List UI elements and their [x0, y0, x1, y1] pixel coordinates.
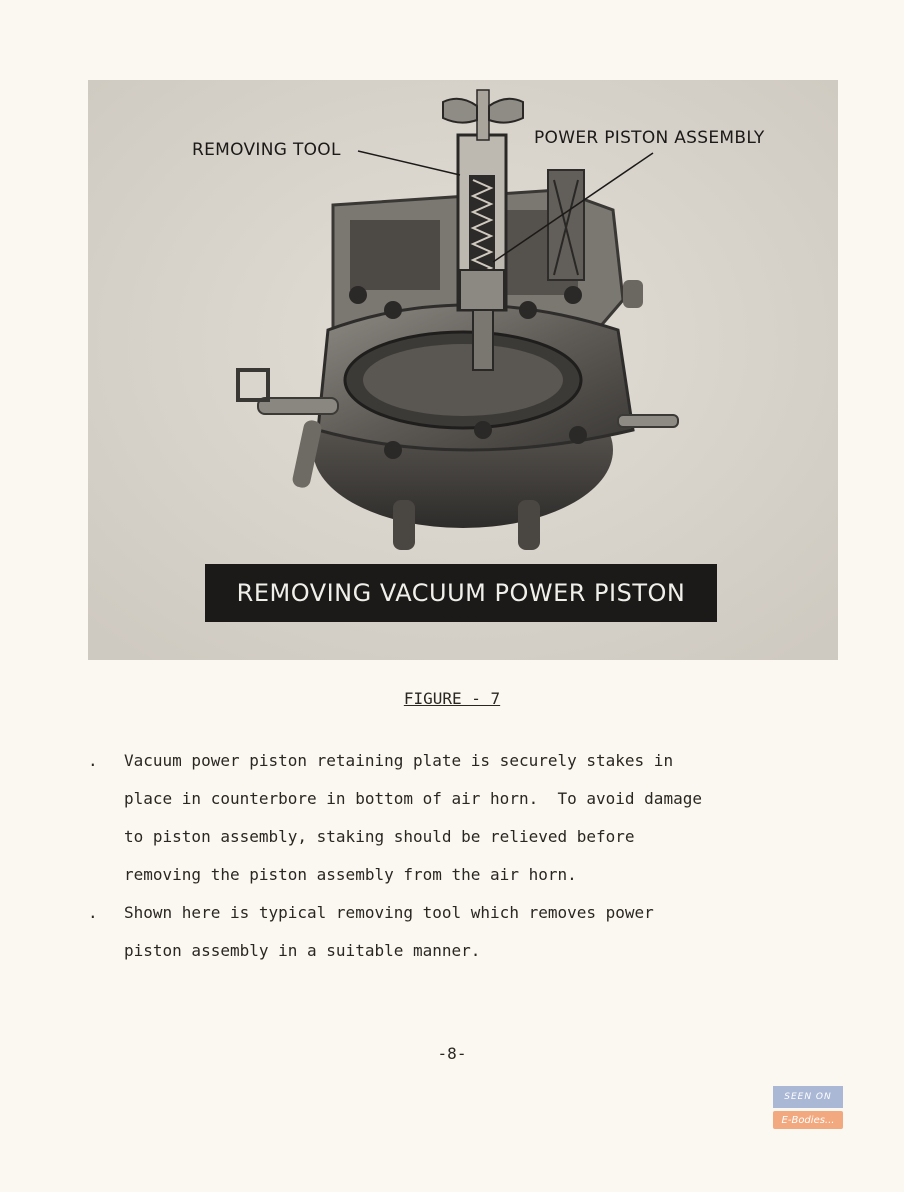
paragraph-2 — [88, 894, 848, 970]
text-line: to piston assembly, staking should be relieved before — [124, 827, 635, 846]
body-text — [88, 742, 848, 970]
page-number: -8- — [437, 1044, 467, 1063]
badge-top-text: SEEN ON — [773, 1086, 843, 1108]
bullet: . — [88, 751, 98, 770]
text-line: piston assembly in a suitable manner. — [124, 941, 481, 960]
figure-caption-text: FIGURE - 7 — [403, 689, 501, 708]
text-line: Shown here is typical removing tool which removes power — [124, 903, 654, 922]
text-line: Vacuum power piston retaining plate is securely stakes in — [124, 751, 674, 770]
figure-banner: REMOVING VACUUM POWER PISTON — [205, 564, 717, 622]
text-line: removing the piston assembly from the air horn. — [124, 865, 577, 884]
callout-removing-tool: REMOVING TOOL — [192, 140, 341, 160]
carburetor-photo — [88, 80, 838, 660]
badge-bottom-text: E-Bodies... — [773, 1111, 843, 1129]
seen-on-badge[interactable] — [773, 1086, 843, 1132]
paragraph-1 — [88, 742, 848, 894]
text-line: place in counterbore in bottom of air horn. To avoid damage — [124, 789, 702, 808]
figure-caption — [0, 689, 904, 708]
bullet: . — [88, 903, 98, 922]
callout-power-piston-assembly: POWER PISTON ASSEMBLY — [534, 128, 765, 148]
